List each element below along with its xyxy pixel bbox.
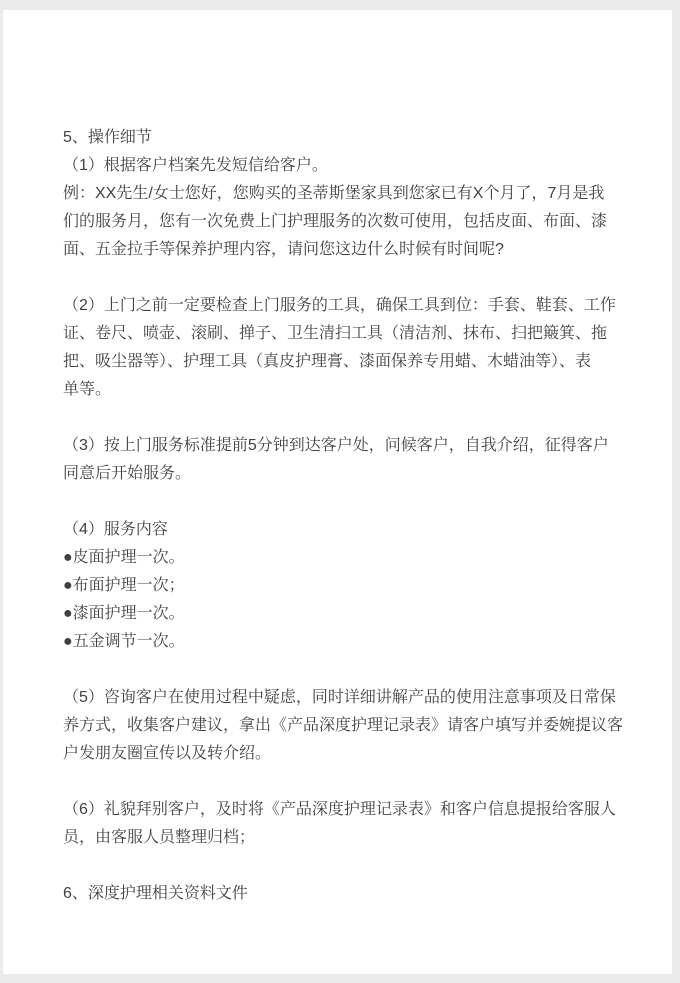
spacer <box>63 768 642 796</box>
bullet-item-text: 漆面护理一次。 <box>72 605 185 622</box>
spacer <box>63 852 642 880</box>
item-2-line-2: 证、卷尺、喷壶、滚刷、掸子、卫生清扫工具（清洁剂、抹布、扫把簸箕、拖 <box>63 325 608 342</box>
bullet-item-text: 皮面护理一次。 <box>72 549 185 566</box>
section-5-heading: 5、操作细节 <box>63 129 152 146</box>
item-4-heading: （4）服务内容 <box>63 521 168 538</box>
item-1-text: （1）根据客户档案先发短信给客户。 <box>63 157 328 174</box>
bullet-item-text: 布面护理一次； <box>72 577 185 594</box>
item-2-line-3: 把、吸尘器等）、护理工具（真皮护理膏、漆面保养专用蜡、木蜡油等）、表 <box>63 353 592 370</box>
item-5-line-1: （5）咨询客户在使用过程中疑虑，同时详细讲解产品的使用注意事项及日常保 <box>63 689 616 706</box>
bullet-item <box>63 572 642 600</box>
bullet-icon: ● <box>63 633 73 650</box>
item-2-line-1: （2）上门之前一定要检查上门服务的工具，确保工具到位：手套、鞋套、工作 <box>63 297 616 314</box>
spacer <box>63 264 642 292</box>
bullet-icon: ● <box>63 577 73 594</box>
document-content <box>63 124 642 908</box>
bullet-item-text: 五金调节一次。 <box>72 633 185 650</box>
spacer <box>63 656 642 684</box>
item-6-line-2: 员，由客服人员整理归档； <box>63 829 256 846</box>
bullet-item <box>63 600 642 628</box>
bullet-icon: ● <box>63 549 73 566</box>
item-1-example-line-1: 例：XX先生/女士您好，您购买的圣蒂斯堡家具到您家已有X个月了，7月是我 <box>63 185 605 202</box>
item-3-line-2: 同意后开始服务。 <box>63 465 192 482</box>
bullet-item <box>63 628 642 656</box>
item-1-example-line-3: 面、五金拉手等保养护理内容，请问您这边什么时候有时间呢? <box>63 241 504 258</box>
spacer <box>63 404 642 432</box>
item-2-line-4: 单等。 <box>63 381 112 398</box>
spacer <box>63 488 642 516</box>
item-3-line-1: （3）按上门服务标准提前5分钟到达客户处，问候客户，自我介绍，征得客户 <box>63 437 609 454</box>
item-6-line-1: （6）礼貌拜别客户，及时将《产品深度护理记录表》和客户信息提报给客服人 <box>63 801 616 818</box>
section-6-heading: 6、深度护理相关资料文件 <box>63 885 248 902</box>
item-5-line-3: 户发朋友圈宣传以及转介绍。 <box>63 745 272 762</box>
document-page <box>3 10 672 974</box>
item-5-line-2: 养方式，收集客户建议，拿出《产品深度护理记录表》请客户填写并委婉提议客 <box>63 717 624 734</box>
bullet-icon: ● <box>63 605 73 622</box>
item-1-example-line-2: 们的服务月，您有一次免费上门护理服务的次数可使用，包括皮面、布面、漆 <box>63 213 608 230</box>
bullet-item <box>63 544 642 572</box>
